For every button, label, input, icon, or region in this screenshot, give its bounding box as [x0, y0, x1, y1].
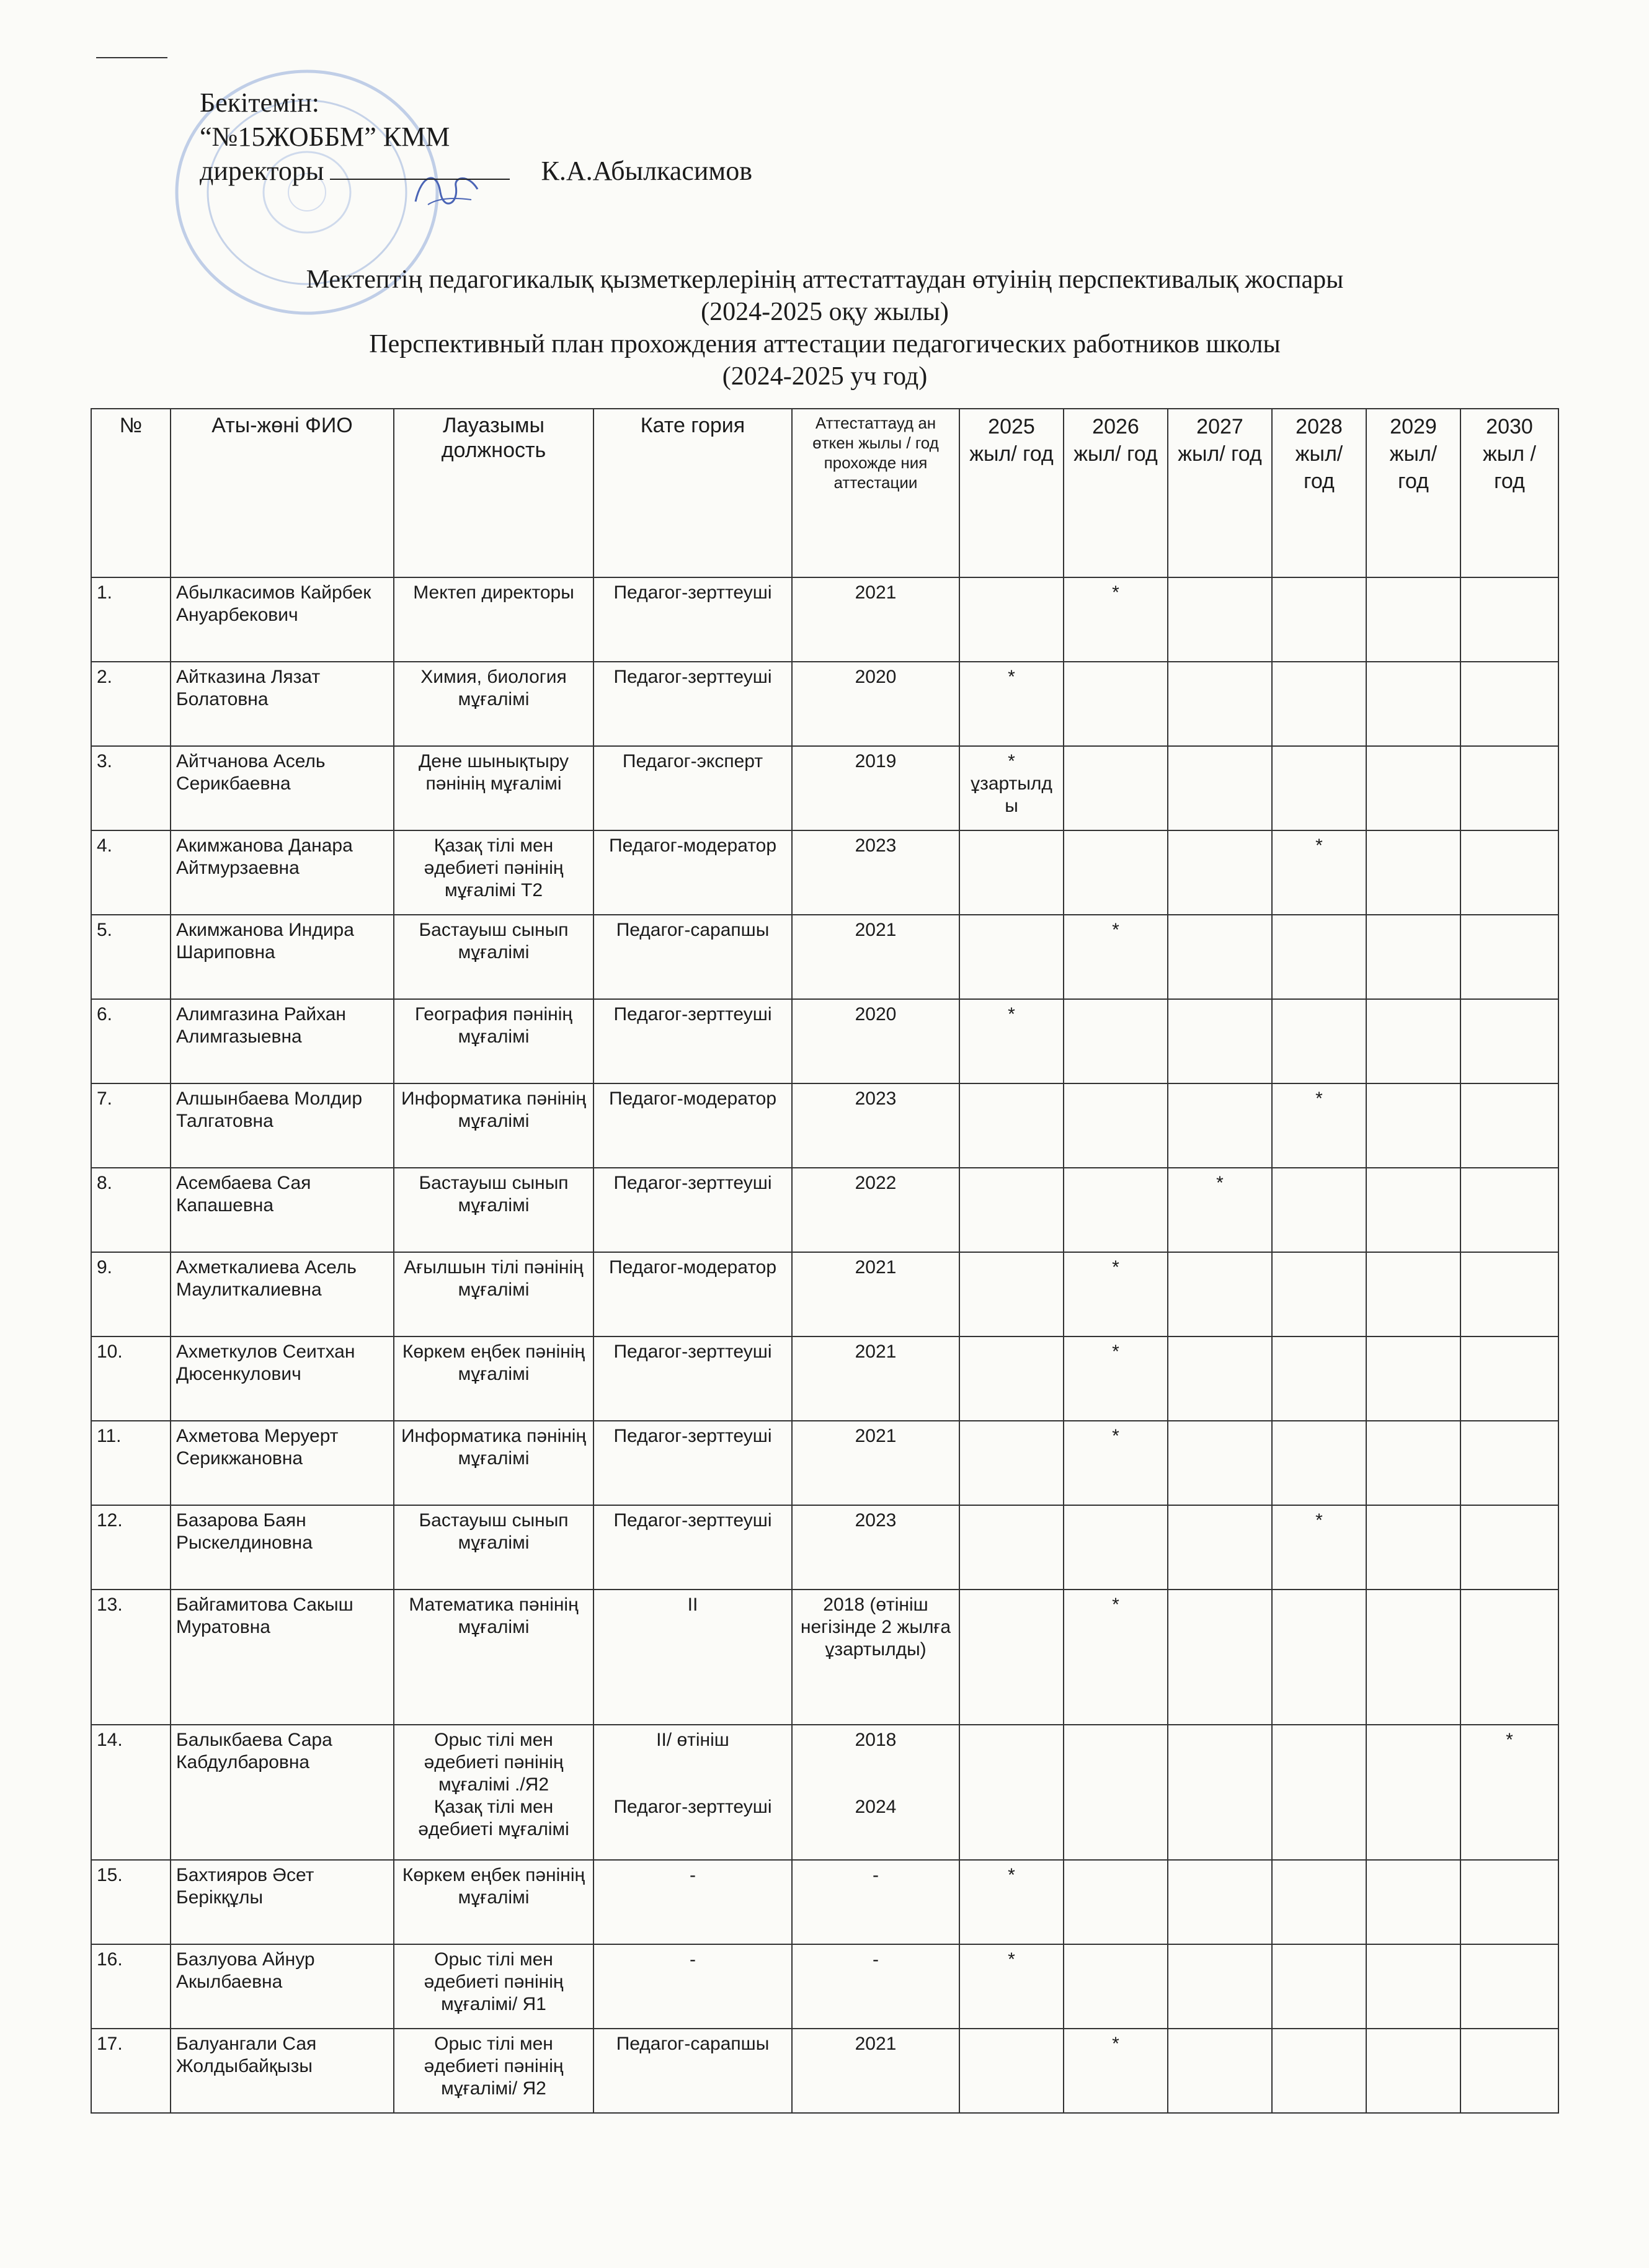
teacher-category: Педагог-зерттеуші: [593, 999, 792, 1083]
plan-mark-2027: [1168, 662, 1272, 746]
plan-mark-2025: *: [959, 999, 1064, 1083]
teacher-position: Химия, биология мұғалімі: [394, 662, 593, 746]
plan-mark-2028: [1272, 1860, 1366, 1944]
plan-mark-2029: [1366, 1168, 1460, 1252]
position-secondary: Қазақ тілі мен әдебиеті мұғалімі: [418, 1797, 569, 1839]
teacher-position: Мектеп директоры: [394, 577, 593, 662]
teacher-name: Ахметкулов Сеитхан Дюсенкулович: [171, 1336, 394, 1421]
attestation-year: 2021: [792, 577, 959, 662]
director-name: К.А.Абылкасимов: [541, 156, 752, 186]
table-row: [91, 915, 1558, 999]
plan-mark-2027: [1168, 830, 1272, 915]
teacher-position: Көркем еңбек пәнінің мұғалімі: [394, 1860, 593, 1944]
plan-mark-2028: [1272, 1336, 1366, 1421]
teacher-name: Абылкасимов Кайрбек Ануарбекович: [171, 577, 394, 662]
teacher-category: Педагог-модератор: [593, 1083, 792, 1168]
plan-mark-2030: [1460, 746, 1558, 830]
plan-mark-2027: [1168, 2029, 1272, 2113]
attestation-year: 2021: [792, 2029, 959, 2113]
plan-mark-2025: [959, 577, 1064, 662]
plan-mark-2026: [1064, 999, 1168, 1083]
position-primary: Орыс тілі мен әдебиеті пәнінің мұғалімі ./Я2: [424, 1730, 564, 1795]
plan-mark-2027: [1168, 1252, 1272, 1336]
row-number: 9.: [91, 1252, 171, 1336]
table-row: [91, 1083, 1558, 1168]
attestation-year: 2023: [792, 1505, 959, 1590]
plan-mark-2030: [1460, 2029, 1558, 2113]
plan-mark-2026: *: [1064, 577, 1168, 662]
row-number: 10.: [91, 1336, 171, 1421]
teacher-category: -: [593, 1860, 792, 1944]
header-year-2025: 2025 жыл/ год: [959, 409, 1064, 577]
plan-mark-2028: [1272, 1421, 1366, 1505]
row-number: 14.: [91, 1725, 171, 1860]
plan-mark-2025: [959, 1168, 1064, 1252]
plan-mark-2030: [1460, 1421, 1558, 1505]
table-row: [91, 1168, 1558, 1252]
table-row: [91, 577, 1558, 662]
teacher-category: Педагог-зерттеуші: [593, 1336, 792, 1421]
plan-mark-2027: [1168, 1860, 1272, 1944]
plan-mark-2026: *: [1064, 915, 1168, 999]
teacher-position: Орыс тілі мен әдебиеті пәнінің мұғалімі/ Я1: [394, 1944, 593, 2029]
plan-mark-2028: [1272, 999, 1366, 1083]
plan-mark-2029: [1366, 1505, 1460, 1590]
plan-mark-2030: [1460, 1252, 1558, 1336]
row-number: 6.: [91, 999, 171, 1083]
plan-mark-2029: [1366, 746, 1460, 830]
row-number: 1.: [91, 577, 171, 662]
plan-mark-2030: [1460, 1505, 1558, 1590]
plan-mark-2030: [1460, 1336, 1558, 1421]
row-number: 3.: [91, 746, 171, 830]
plan-mark-2026: *: [1064, 1336, 1168, 1421]
plan-mark-2028: [1272, 662, 1366, 746]
plan-mark-2028: [1272, 577, 1366, 662]
row-number: 2.: [91, 662, 171, 746]
table-row: [91, 1590, 1558, 1725]
plan-mark-2029: [1366, 1944, 1460, 2029]
attestation-year: 2018 (өтініш негізінде 2 жылға ұзартылды): [792, 1590, 959, 1725]
period-kz: (2024-2025 оқу жылы): [701, 298, 949, 326]
plan-mark-2029: [1366, 1860, 1460, 1944]
attestation-year: 2023: [792, 1083, 959, 1168]
corner-rule: [96, 57, 167, 58]
plan-mark-2028: [1272, 2029, 1366, 2113]
period-ru: (2024-2025 уч год): [722, 362, 928, 391]
plan-mark-2027: *: [1168, 1168, 1272, 1252]
attestation-year-primary: 2018: [855, 1730, 897, 1750]
plan-mark-2026: *: [1064, 1590, 1168, 1725]
plan-mark-2030: [1460, 1860, 1558, 1944]
plan-mark-2030: [1460, 915, 1558, 999]
attestation-year: 2022: [792, 1168, 959, 1252]
row-number: 13.: [91, 1590, 171, 1725]
plan-mark-2028: [1272, 1590, 1366, 1725]
plan-mark-2025: [959, 915, 1064, 999]
teacher-position: География пәнінің мұғалімі: [394, 999, 593, 1083]
plan-mark-2027: [1168, 577, 1272, 662]
plan-mark-2029: [1366, 1421, 1460, 1505]
plan-mark-2027: [1168, 1505, 1272, 1590]
teacher-position: Дене шынықтыру пәнінің мұғалімі: [394, 746, 593, 830]
teacher-position: Бастауыш сынып мұғалімі: [394, 915, 593, 999]
plan-mark-2029: [1366, 1590, 1460, 1725]
plan-mark-2026: [1064, 1168, 1168, 1252]
plan-mark-2028: *: [1272, 1083, 1366, 1168]
plan-mark-2028: [1272, 1252, 1366, 1336]
plan-mark-2026: *: [1064, 2029, 1168, 2113]
teacher-name: Акимжанова Данара Айтмурзаевна: [171, 830, 394, 915]
teacher-name: Акимжанова Индира Шариповна: [171, 915, 394, 999]
row-number: 8.: [91, 1168, 171, 1252]
plan-mark-2025: [959, 1590, 1064, 1725]
plan-mark-2026: [1064, 830, 1168, 915]
plan-mark-2027: [1168, 1725, 1272, 1860]
plan-mark-2028: [1272, 1168, 1366, 1252]
teacher-position: Көркем еңбек пәнінің мұғалімі: [394, 1336, 593, 1421]
header-year-2027: 2027 жыл/ год: [1168, 409, 1272, 577]
plan-mark-2030: [1460, 830, 1558, 915]
plan-mark-2026: [1064, 746, 1168, 830]
plan-mark-2025: * ұзартылды: [959, 746, 1064, 830]
plan-mark-2029: [1366, 662, 1460, 746]
teacher-category: Педагог-зерттеуші: [593, 1505, 792, 1590]
teacher-position: Информатика пәнінің мұғалімі: [394, 1421, 593, 1505]
plan-mark-2026: [1064, 1083, 1168, 1168]
attestation-year: -: [792, 1944, 959, 2029]
attestation-year: 2023: [792, 830, 959, 915]
teacher-name: Алимгазина Райхан Алимгазыевна: [171, 999, 394, 1083]
plan-mark-2025: [959, 1421, 1064, 1505]
header-name: Аты-жөні ФИО: [171, 409, 394, 577]
plan-mark-2029: [1366, 1336, 1460, 1421]
attestation-year: 2020: [792, 999, 959, 1083]
header-attestation-year: Аттестаттауд ан өткен жылы / год прохожде ния аттестации: [792, 409, 959, 577]
teacher-name: Балуангали Сая Жолдыбайқызы: [171, 2029, 394, 2113]
table-row: [91, 1421, 1558, 1505]
plan-mark-2026: [1064, 1860, 1168, 1944]
attestation-year: [792, 1725, 959, 1860]
teacher-category: Педагог-эксперт: [593, 746, 792, 830]
attestation-year-secondary: 2024: [855, 1797, 897, 1817]
row-number: 5.: [91, 915, 171, 999]
teacher-position: Математика пәнінің мұғалімі: [394, 1590, 593, 1725]
plan-mark-2025: [959, 2029, 1064, 2113]
plan-mark-2028: [1272, 1944, 1366, 2029]
header-num: №: [91, 409, 171, 577]
teacher-category: Педагог-модератор: [593, 1252, 792, 1336]
table-row: [91, 746, 1558, 830]
teacher-name: Базлуова Айнур Акылбаевна: [171, 1944, 394, 2029]
teacher-name: Айтказина Лязат Болатовна: [171, 662, 394, 746]
plan-mark-2028: [1272, 746, 1366, 830]
teacher-category: [593, 1725, 792, 1860]
plan-mark-2027: [1168, 1083, 1272, 1168]
attestation-year: 2020: [792, 662, 959, 746]
table-row: [91, 2029, 1558, 2113]
plan-mark-2025: [959, 1252, 1064, 1336]
teacher-category: -: [593, 1944, 792, 2029]
teacher-name: Ахметова Меруерт Серикжановна: [171, 1421, 394, 1505]
teacher-name: Балыкбаева Сара Кабдулбаровна: [171, 1725, 394, 1860]
teacher-category: Педагог-сарапшы: [593, 915, 792, 999]
teacher-category: II: [593, 1590, 792, 1725]
teacher-category: Педагог-зерттеуші: [593, 662, 792, 746]
plan-mark-2029: [1366, 1252, 1460, 1336]
attestation-year: 2021: [792, 1421, 959, 1505]
plan-mark-2028: *: [1272, 1505, 1366, 1590]
plan-mark-2025: *: [959, 1944, 1064, 2029]
plan-mark-2028: [1272, 915, 1366, 999]
attestation-year: -: [792, 1860, 959, 1944]
row-number: 12.: [91, 1505, 171, 1590]
plan-mark-2025: [959, 1725, 1064, 1860]
plan-mark-2030: [1460, 1944, 1558, 2029]
title-ru: Перспективный план прохождения аттестации педагогических работников школы: [369, 330, 1281, 358]
plan-mark-2026: [1064, 662, 1168, 746]
plan-mark-2027: [1168, 1944, 1272, 2029]
attestation-year: 2021: [792, 1336, 959, 1421]
signature-line: [330, 179, 510, 180]
plan-mark-2028: [1272, 1725, 1366, 1860]
header-category: Кате гория: [593, 409, 792, 577]
teacher-category: Педагог-зерттеуші: [593, 1421, 792, 1505]
plan-mark-2027: [1168, 746, 1272, 830]
header-year-2030: 2030 жыл / год: [1460, 409, 1558, 577]
teacher-position: Бастауыш сынып мұғалімі: [394, 1505, 593, 1590]
plan-mark-2029: [1366, 830, 1460, 915]
table-row: [91, 830, 1558, 915]
plan-mark-2029: [1366, 2029, 1460, 2113]
title-kz: Мектептің педагогикалық қызметкерлерінің аттестаттаудан өтуінің перспективалық жоспары: [306, 265, 1344, 294]
category-secondary: Педагог-зерттеуші: [613, 1797, 772, 1817]
row-number: 4.: [91, 830, 171, 915]
teacher-category: Педагог-зерттеуші: [593, 577, 792, 662]
plan-mark-2030: [1460, 999, 1558, 1083]
teacher-name: Базарова Баян Рыскелдиновна: [171, 1505, 394, 1590]
plan-mark-2029: [1366, 1083, 1460, 1168]
plan-mark-2026: [1064, 1505, 1168, 1590]
teacher-name: Байгамитова Сакыш Муратовна: [171, 1590, 394, 1725]
plan-mark-2027: [1168, 1421, 1272, 1505]
table-row: [91, 662, 1558, 746]
plan-mark-2027: [1168, 1336, 1272, 1421]
header-year-2028: 2028 жыл/ год: [1272, 409, 1366, 577]
header-position: Лауазымы должность: [394, 409, 593, 577]
plan-mark-2026: [1064, 1725, 1168, 1860]
row-number: 17.: [91, 2029, 171, 2113]
plan-mark-2029: [1366, 915, 1460, 999]
plan-mark-2025: [959, 1336, 1064, 1421]
table-row: [91, 1252, 1558, 1336]
plan-mark-2025: [959, 830, 1064, 915]
table-row: [91, 1944, 1558, 2029]
teacher-name: Алшынбаева Молдир Талгатовна: [171, 1083, 394, 1168]
plan-mark-2030: [1460, 662, 1558, 746]
row-number: 15.: [91, 1860, 171, 1944]
plan-mark-2025: [959, 1505, 1064, 1590]
teacher-position: [394, 1725, 593, 1860]
plan-mark-2025: [959, 1083, 1064, 1168]
teacher-name: Бахтияров Әсет Берікқұлы: [171, 1860, 394, 1944]
plan-mark-2027: [1168, 999, 1272, 1083]
table-row: [91, 1505, 1558, 1590]
plan-mark-2030: *: [1460, 1725, 1558, 1860]
plan-mark-2027: [1168, 1590, 1272, 1725]
attestation-year: 2019: [792, 746, 959, 830]
row-number: 7.: [91, 1083, 171, 1168]
plan-mark-2025: *: [959, 662, 1064, 746]
teacher-name: Асембаева Сая Капашевна: [171, 1168, 394, 1252]
plan-mark-2026: *: [1064, 1421, 1168, 1505]
header-year-2026: 2026 жыл/ год: [1064, 409, 1168, 577]
plan-mark-2030: [1460, 1168, 1558, 1252]
plan-mark-2030: [1460, 1083, 1558, 1168]
plan-mark-2028: *: [1272, 830, 1366, 915]
document-titles: [112, 264, 1538, 393]
teacher-position: Ағылшын тілі пәнінің мұғалімі: [394, 1252, 593, 1336]
category-primary: II/ өтініш: [656, 1730, 729, 1750]
plan-mark-2029: [1366, 999, 1460, 1083]
plan-mark-2029: [1366, 577, 1460, 662]
teacher-name: Ахметкалиева Асель Маулиткалиевна: [171, 1252, 394, 1336]
table-row: [91, 999, 1558, 1083]
teacher-position: Информатика пәнінің мұғалімі: [394, 1083, 593, 1168]
plan-mark-2026: *: [1064, 1252, 1168, 1336]
approval-block: [200, 86, 752, 188]
plan-mark-2026: [1064, 1944, 1168, 2029]
attestation-year: 2021: [792, 1252, 959, 1336]
row-number: 16.: [91, 1944, 171, 2029]
plan-mark-2027: [1168, 915, 1272, 999]
approval-heading: Бекітемін:: [200, 87, 319, 118]
teacher-position: Бастауыш сынып мұғалімі: [394, 1168, 593, 1252]
table-row: [91, 1860, 1558, 1944]
attestation-plan-table: [91, 408, 1559, 2114]
teacher-category: Педагог-зерттеуші: [593, 1168, 792, 1252]
table-header-row: [91, 409, 1558, 577]
director-line: [200, 154, 752, 188]
plan-mark-2030: [1460, 1590, 1558, 1725]
teacher-position: Орыс тілі мен әдебиеті пәнінің мұғалімі/ Я2: [394, 2029, 593, 2113]
header-year-2029: 2029 жыл/ год: [1366, 409, 1460, 577]
row-number: 11.: [91, 1421, 171, 1505]
teacher-position: Қазақ тілі мен әдебиеті пәнінің мұғалімі Т2: [394, 830, 593, 915]
table-row: [91, 1725, 1558, 1860]
plan-mark-2025: *: [959, 1860, 1064, 1944]
plan-mark-2029: [1366, 1725, 1460, 1860]
attestation-year: 2021: [792, 915, 959, 999]
teacher-category: Педагог-сарапшы: [593, 2029, 792, 2113]
school-name: “№15ЖОББМ” КММ: [200, 122, 450, 152]
teacher-name: Айтчанова Асель Серикбаевна: [171, 746, 394, 830]
table-row: [91, 1336, 1558, 1421]
director-label: директоры: [200, 156, 324, 186]
plan-mark-2030: [1460, 577, 1558, 662]
teacher-category: Педагог-модератор: [593, 830, 792, 915]
